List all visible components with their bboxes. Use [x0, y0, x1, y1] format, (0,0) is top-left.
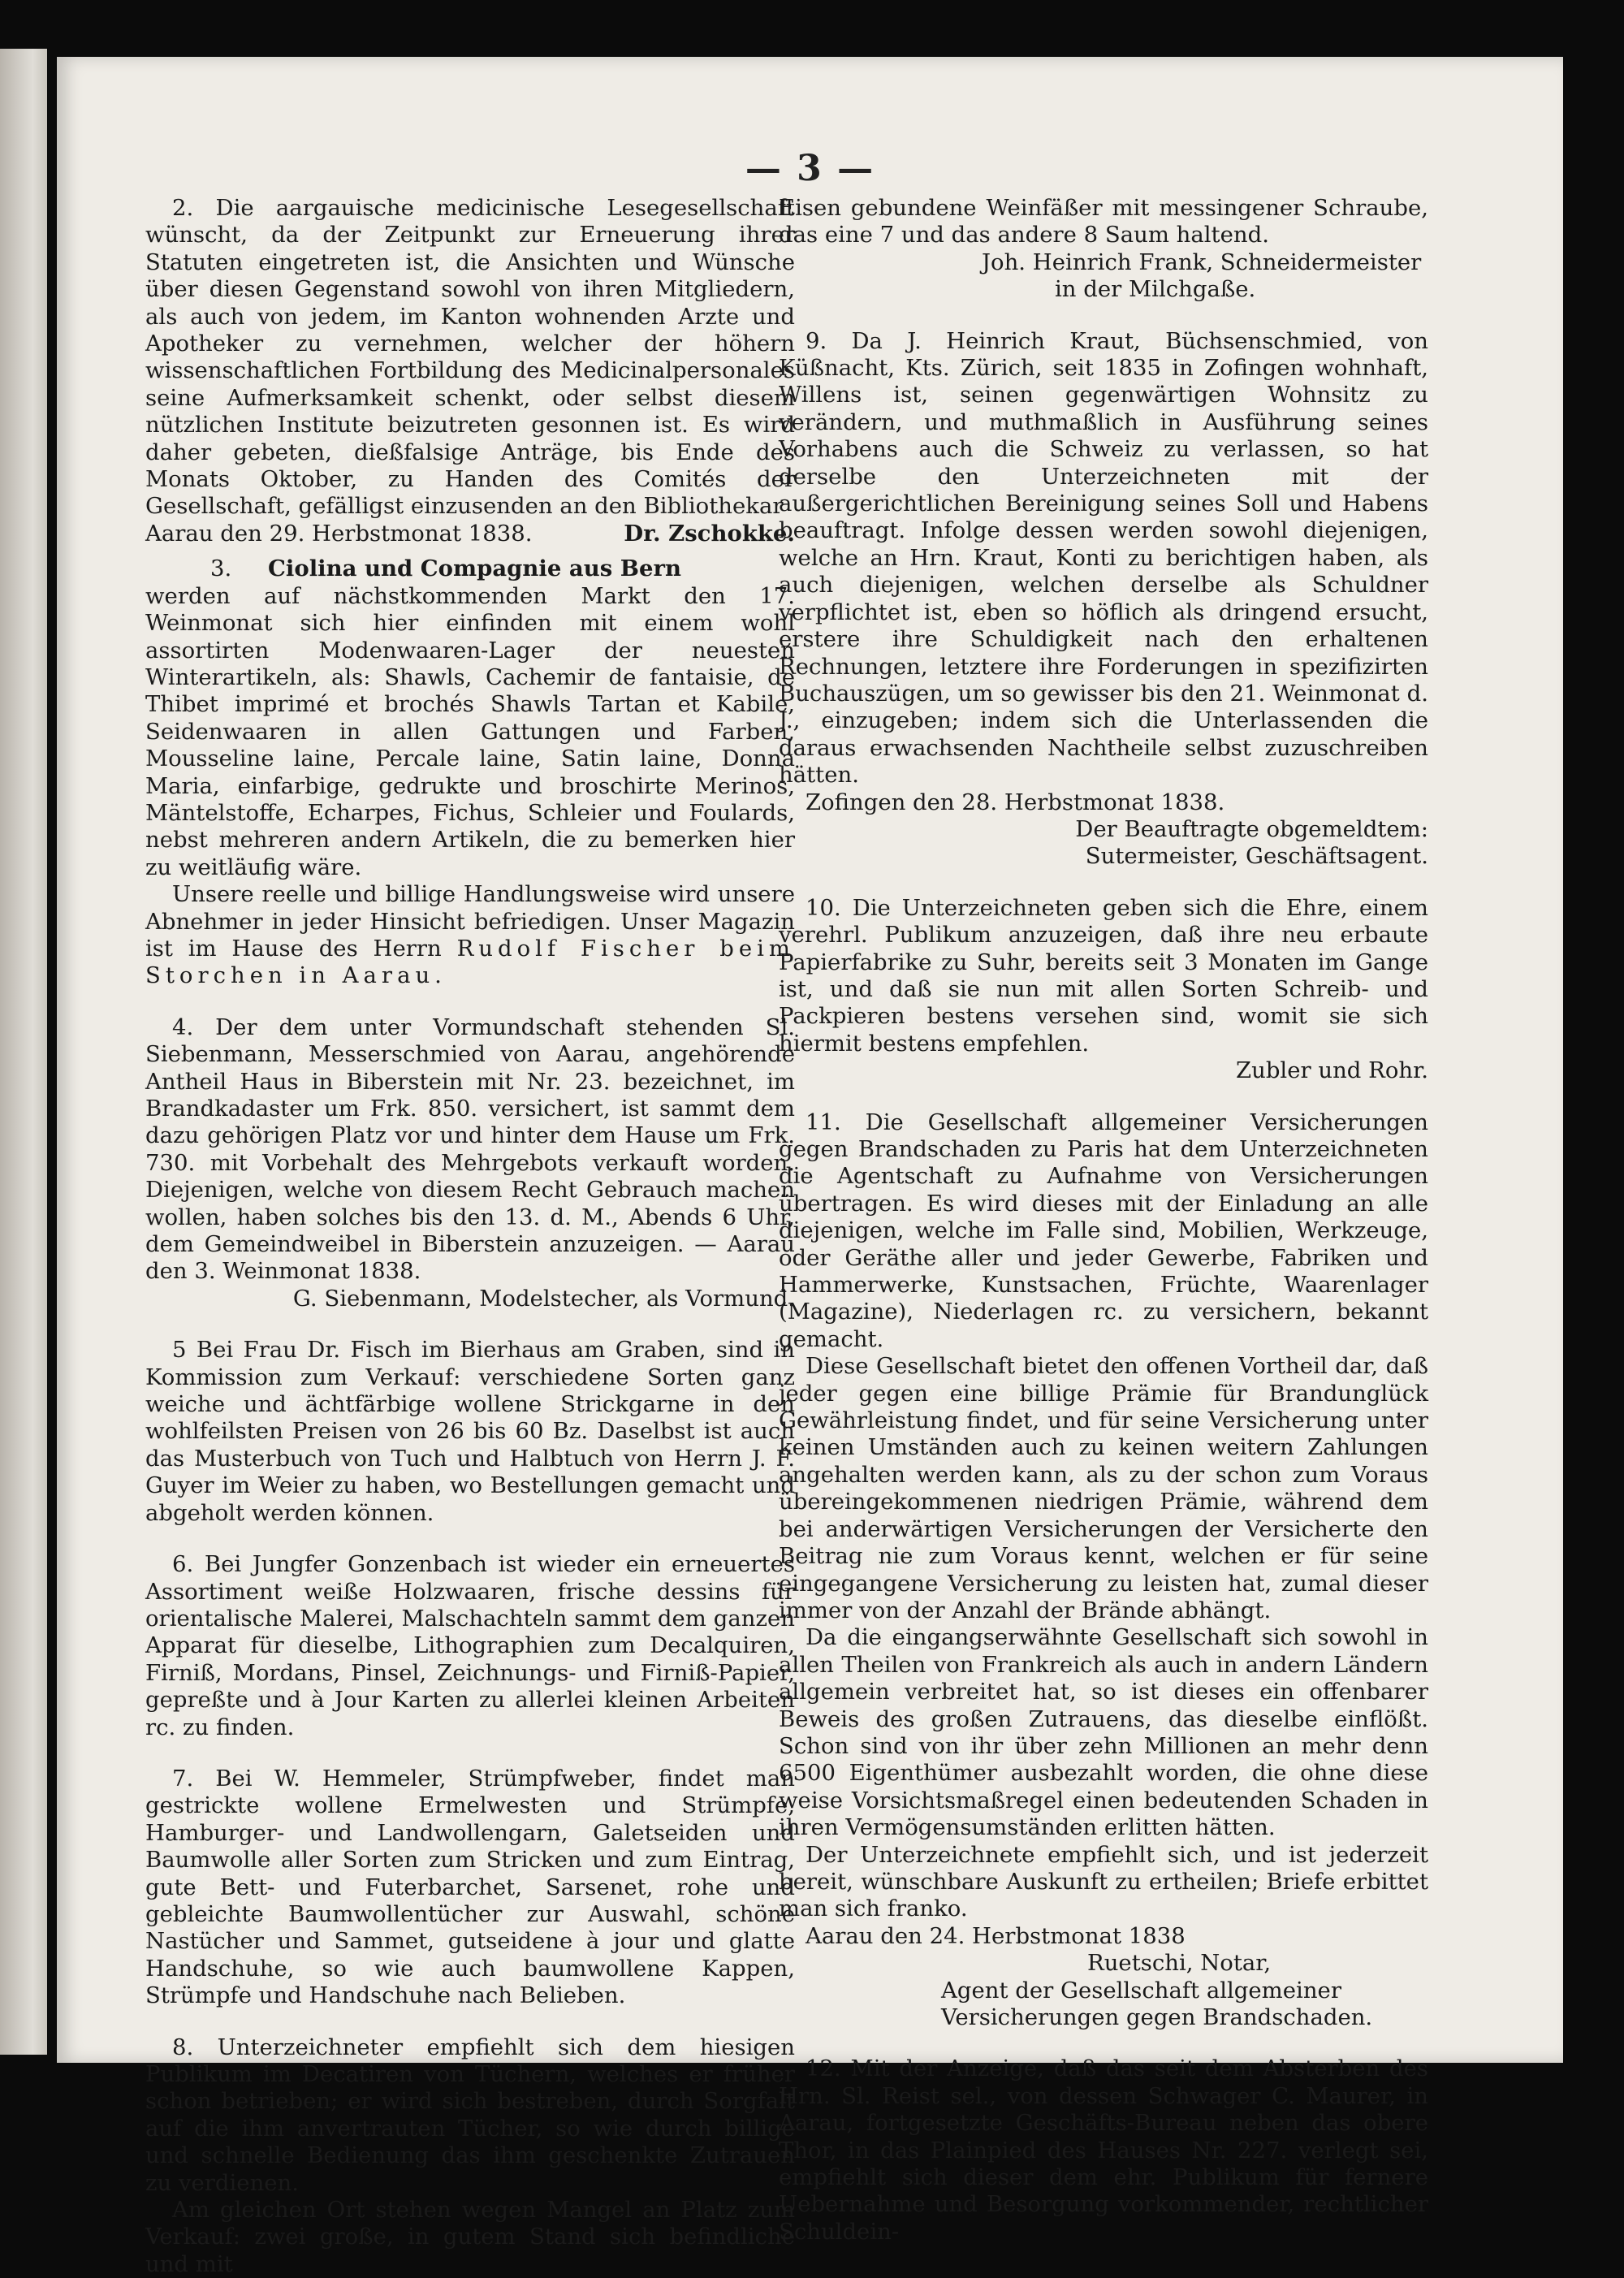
ad-11-date: Aarau den 24. Herbstmonat 1838 — [806, 1922, 1186, 1949]
left-column — [145, 195, 795, 2278]
ad-11-signature-name: Ruetschi, Notar, — [1087, 1950, 1272, 1977]
ad-8-text-2: Am gleichen Ort stehen wegen Mangel an Platz zum Verkauf: zwei große, in gutem Stand sich befindliche und mit — [145, 2197, 795, 2277]
ad-4-signature: G. Siebenmann, Modelstecher, als Vormund. — [292, 1285, 795, 1312]
ad-8-signature-address: in der Milchgaße. — [1055, 276, 1256, 303]
ad-2-footer — [145, 521, 795, 547]
ad-11-text-4: Der Unterzeichnete empfiehlt sich, und ist jederzeit bereit, wünschbare Auskunft zu ertheilen; Briefe erbittet man sich franko. — [779, 1841, 1428, 1922]
right-column — [779, 195, 1428, 2246]
ad-11-signature-title: Agent der Gesellschaft allgemeiner Versicherungen gegen Brandschaden. — [941, 1977, 1373, 2030]
ad-3-heading: Ciolina und Compagnie aus Bern — [268, 555, 681, 582]
ad-8-signature-name: Joh. Heinrich Frank, Schneidermeister — [982, 249, 1422, 275]
ad-3-address-spaced: Rudolf Fischer beim Storchen in Aarau. — [145, 935, 795, 989]
ad-9-signature-name: Sutermeister, Geschäftsagent. — [1085, 843, 1428, 870]
ad-9-text: 9. Da J. Heinrich Kraut, Büchsenschmied, von Küßnacht, Kts. Zürich, seit 1835 in Zofingen wohnhaft, Willens ist, seinen gegenwärtigen Wohnsitz zu verändern, und muthmaßlich in Ausführung seines Vorhabens auch die Schweiz zu verlassen, so hat derselbe den Unterzeichneten mit der außergerichtlichen Bereinigung seines Soll und Habens beauftragt. Infolge dessen werden sowohl diejenigen, welche an Hrn. Kraut, Konti zu berichtigen haben, als auch diejenigen, welchen derselbe als Schuldner verpflichtet ist, eben so höflich als dringend ersucht, erstere ihre Schuldigkeit nach den erhaltenen Rechnungen, letztere ihre Forderungen in spezifizirten Buchauszügen, um so gewisser bis den 21. Weinmonat d. J., einzugeben; indem sich die Unterlassenden die daraus erwachsenden Nachtheile selbst zuzuschreiben hätten. — [779, 327, 1428, 789]
ad-10-text: 10. Die Unterzeichneten geben sich die Ehre, einem verehrl. Publikum anzuzeigen, daß ihre neu erbaute Papierfabrike zu Suhr, bereits seit 3 Monaten im Gange ist, und daß sie nun mit allen Sorten Schreib- und Packpieren bestens versehen sind, womit sie sich hiermit bestens empfehlen. — [779, 894, 1428, 1057]
ad-9-date: Zofingen den 28. Herbstmonat 1838. — [806, 789, 1225, 815]
ad-3-number: 3. — [210, 555, 232, 582]
ad-7-text: 7. Bei W. Hemmeler, Strümpfweber, findet man gestrickte wollene Ermelwesten und Strümpfe, Hamburger- und Landwollengarn, Galetseiden und Baumwolle aller Sorten zum Stricken und zum Eintrag, gute Bett- und Futerbarchet, Sarsenet, rohe und gebleichte Baumwollentücher zur Auswahl, schöne Nastücher und Sammet, gutseidene à jour und glatte Handschuhe, so wie auch baumwollene Kappen, Strümpfe und Handschuhe nach Belieben. — [145, 1765, 795, 2009]
ad-11-text: 11. Die Gesellschaft allgemeiner Versicherungen gegen Brandschaden zu Paris hat dem Unterzeichneten die Agentschaft zu Aufnahme von Versicherungen übertragen. Es wird dieses mit der Einladung an alle diejenigen, welche im Falle sind, Mobilien, Werkzeuge, oder Geräthe aller und jeder Gewerbe, Fabriken und Hammerwerke, Kunstsachen, Früchte, Waarenlager (Magazine), Niederlagen rc. zu versichern, bekannt gemacht. — [779, 1109, 1428, 1352]
ad-11-text-3: Da die eingangserwähnte Gesellschaft sich sowohl in allen Theilen von Frankreich als auch in andern Ländern allgemein verbreitet hat, so ist dieses ein offenbarer Beweis des großen Zutrauens, das dieselbe einflößt. Schon sind von ihr über zehn Millionen an mehr denn 6500 Eigenthümer ausbezahlt worden, die ohne diese weise Vorsichtsmaßregel einen bedeutenden Schaden in ihren Vermögensumständen erlitten hätten. — [779, 1624, 1428, 1841]
ad-3-text: werden auf nächstkommenden Markt den 17. Weinmonat sich hier einfinden mit einem wohl assortirten Modenwaaren-Lager der neuesten Winterartikeln, als: Shawls, Cachemir de fantaisie, de Thibet imprimé et brochés Shawls Tartan et Kabile, Seidenwaaren in allen Gattungen und Farben, Mousseline laine, Percale laine, Satin laine, Donna Maria, einfarbige, gedrukte und broschirte Merinos, Mäntelstoffe, Echarpes, Fichus, Schleier und Foulards, nebst mehreren andern Artikeln, die zu bemerken hier zu weitläufig wäre. — [145, 582, 795, 880]
ad-4-text: 4. Der dem unter Vormundschaft stehenden Sl. Siebenmann, Messerschmied von Aarau, angehörende Antheil Haus in Biberstein mit Nr. 23. bezeichnet, im Brandkadaster um Frk. 850. versichert, ist sammt dem dazu gehörigen Platz vor und hinter dem Hause um Frk. 730. mit Vorbehalt des Mehrgebots verkauft worden. Diejenigen, welche von diesem Recht Gebrauch machen wollen, haben solches bis den 13. d. M., Abends 6 Uhr, dem Gemeindweibel in Biberstein anzuzeigen. — Aarau den 3. Weinmonat 1838. — [145, 1014, 795, 1285]
ad-2-signature: Dr. Zschokke. — [624, 520, 795, 547]
ad-3-text-2-main: Unsere reelle und billige Handlungsweise wird unsere Abnehmer in jeder Hinsicht befriedigen. Unser Magazin ist im Hause des Herrn — [145, 881, 795, 962]
ad-3-text-2 — [145, 881, 795, 990]
ad-2-text: 2. Die aargauische medicinische Lesegesellschaft wünscht, da der Zeitpunkt zur Erneuerung ihrer Statuten eingetreten ist, die Ansichten und Wünsche über diesen Gegenstand sowohl von ihren Mitgliedern, als auch von jedem, im Kanton wohnenden Arzte und Apotheker zu vernehmen, welcher der höhern wissenschaftlichen Fortbildung des Medicinalpersonales seine Aufmerksamkeit schenkt, oder selbst diesem nützlichen Institute beizutreten gesonnen ist. Es wird daher gebeten, dießfalsige Anträge, bis Ende des Monats Oktober, zu Handen des Comités der Gesellschaft, gefälligst einzusenden an den Bibliothekar — [145, 195, 795, 520]
ad-2-date: Aarau den 29. Herbstmonat 1838. — [145, 520, 533, 547]
ad-9-signature-title: Der Beauftragte obgemeldtem: — [1075, 815, 1428, 842]
ad-10-signature: Zubler und Rohr. — [1236, 1057, 1428, 1084]
ad-8-continuation: Eisen gebundene Weinfäßer mit messingener Schraube, das eine 7 und das andere 8 Saum haltend. — [779, 195, 1428, 249]
ad-3-heading-row — [145, 555, 795, 582]
ad-12-text: 12. Mit der Anzeige, daß das seit dem Absterben des Hrn. Sl. Reist sel., von dessen Schwager C. Maurer, in Aarau, fortgesetzte Geschäfts-Bureau neben das obere Thor, in das Plainpied des Hauses Nr. 227. verlegt sei, empfiehlt sich dieser dem ehr. Publikum für fernere Uebernahme und Besorgung vorkommender, rechtlicher Schuldein- — [779, 2055, 1428, 2245]
previous-page-edge — [0, 49, 47, 2055]
ad-6-text: 6. Bei Jungfer Gonzenbach ist wieder ein erneuertes Assortiment weiße Holzwaaren, frische dessins für orientalische Malerei, Malschachteln sammt dem ganzen Apparat für dieselbe, Lithographien zum Decalquiren, Firniß, Mordans, Pinsel, Zeichnungs- und Firniß-Papier, gepreßte und à Jour Karten zu allerlei kleinen Arbeiten rc. zu finden. — [145, 1551, 795, 1740]
ad-5-text: 5 Bei Frau Dr. Fisch im Bierhaus am Graben, sind in Kommission zum Verkauf: verschiedene Sorten ganz weiche und ächtfärbige wollene Strickgarne in den wohlfeilsten Preisen von 26 bis 60 Bz. Daselbst ist auch das Musterbuch von Tuch und Halbtuch von Herrn J. F. Guyer im Weier zu haben, wo Bestellungen gemacht und abgeholt werden können. — [145, 1337, 795, 1526]
newspaper-page — [57, 57, 1563, 2277]
page-number: — 3 — — [745, 148, 875, 189]
ad-8-text: 8. Unterzeichneter empfiehlt sich dem hiesigen Publikum im Decatiren von Tüchern, welches er früher schon betrieben; er wird sich bestreben, durch Sorgfalt auf die ihm anvertrauten Tücher, so wie durch billige und schnelle Bedienung das ihm geschenkte Zutrauen zu verdienen. — [145, 2034, 795, 2196]
ad-11-text-2: Diese Gesellschaft bietet den offenen Vortheil dar, daß jeder gegen eine billige Prämie für Brandunglück Gewährleistung findet, und für seine Versicherung unter keinen Umständen auch zu keinen weitern Zahlungen angehalten werden kann, als zu der schon zum Voraus übereingekommenen niedrigen Prämie, während dem bei anderwärtigen Versicherungen der Versicherte den Beitrag nie zum Voraus kennt, welchen er für seine eingegangene Versicherung zu leisten hat, zumal dieser immer von der Anzahl der Brände abhängt. — [779, 1353, 1428, 1623]
